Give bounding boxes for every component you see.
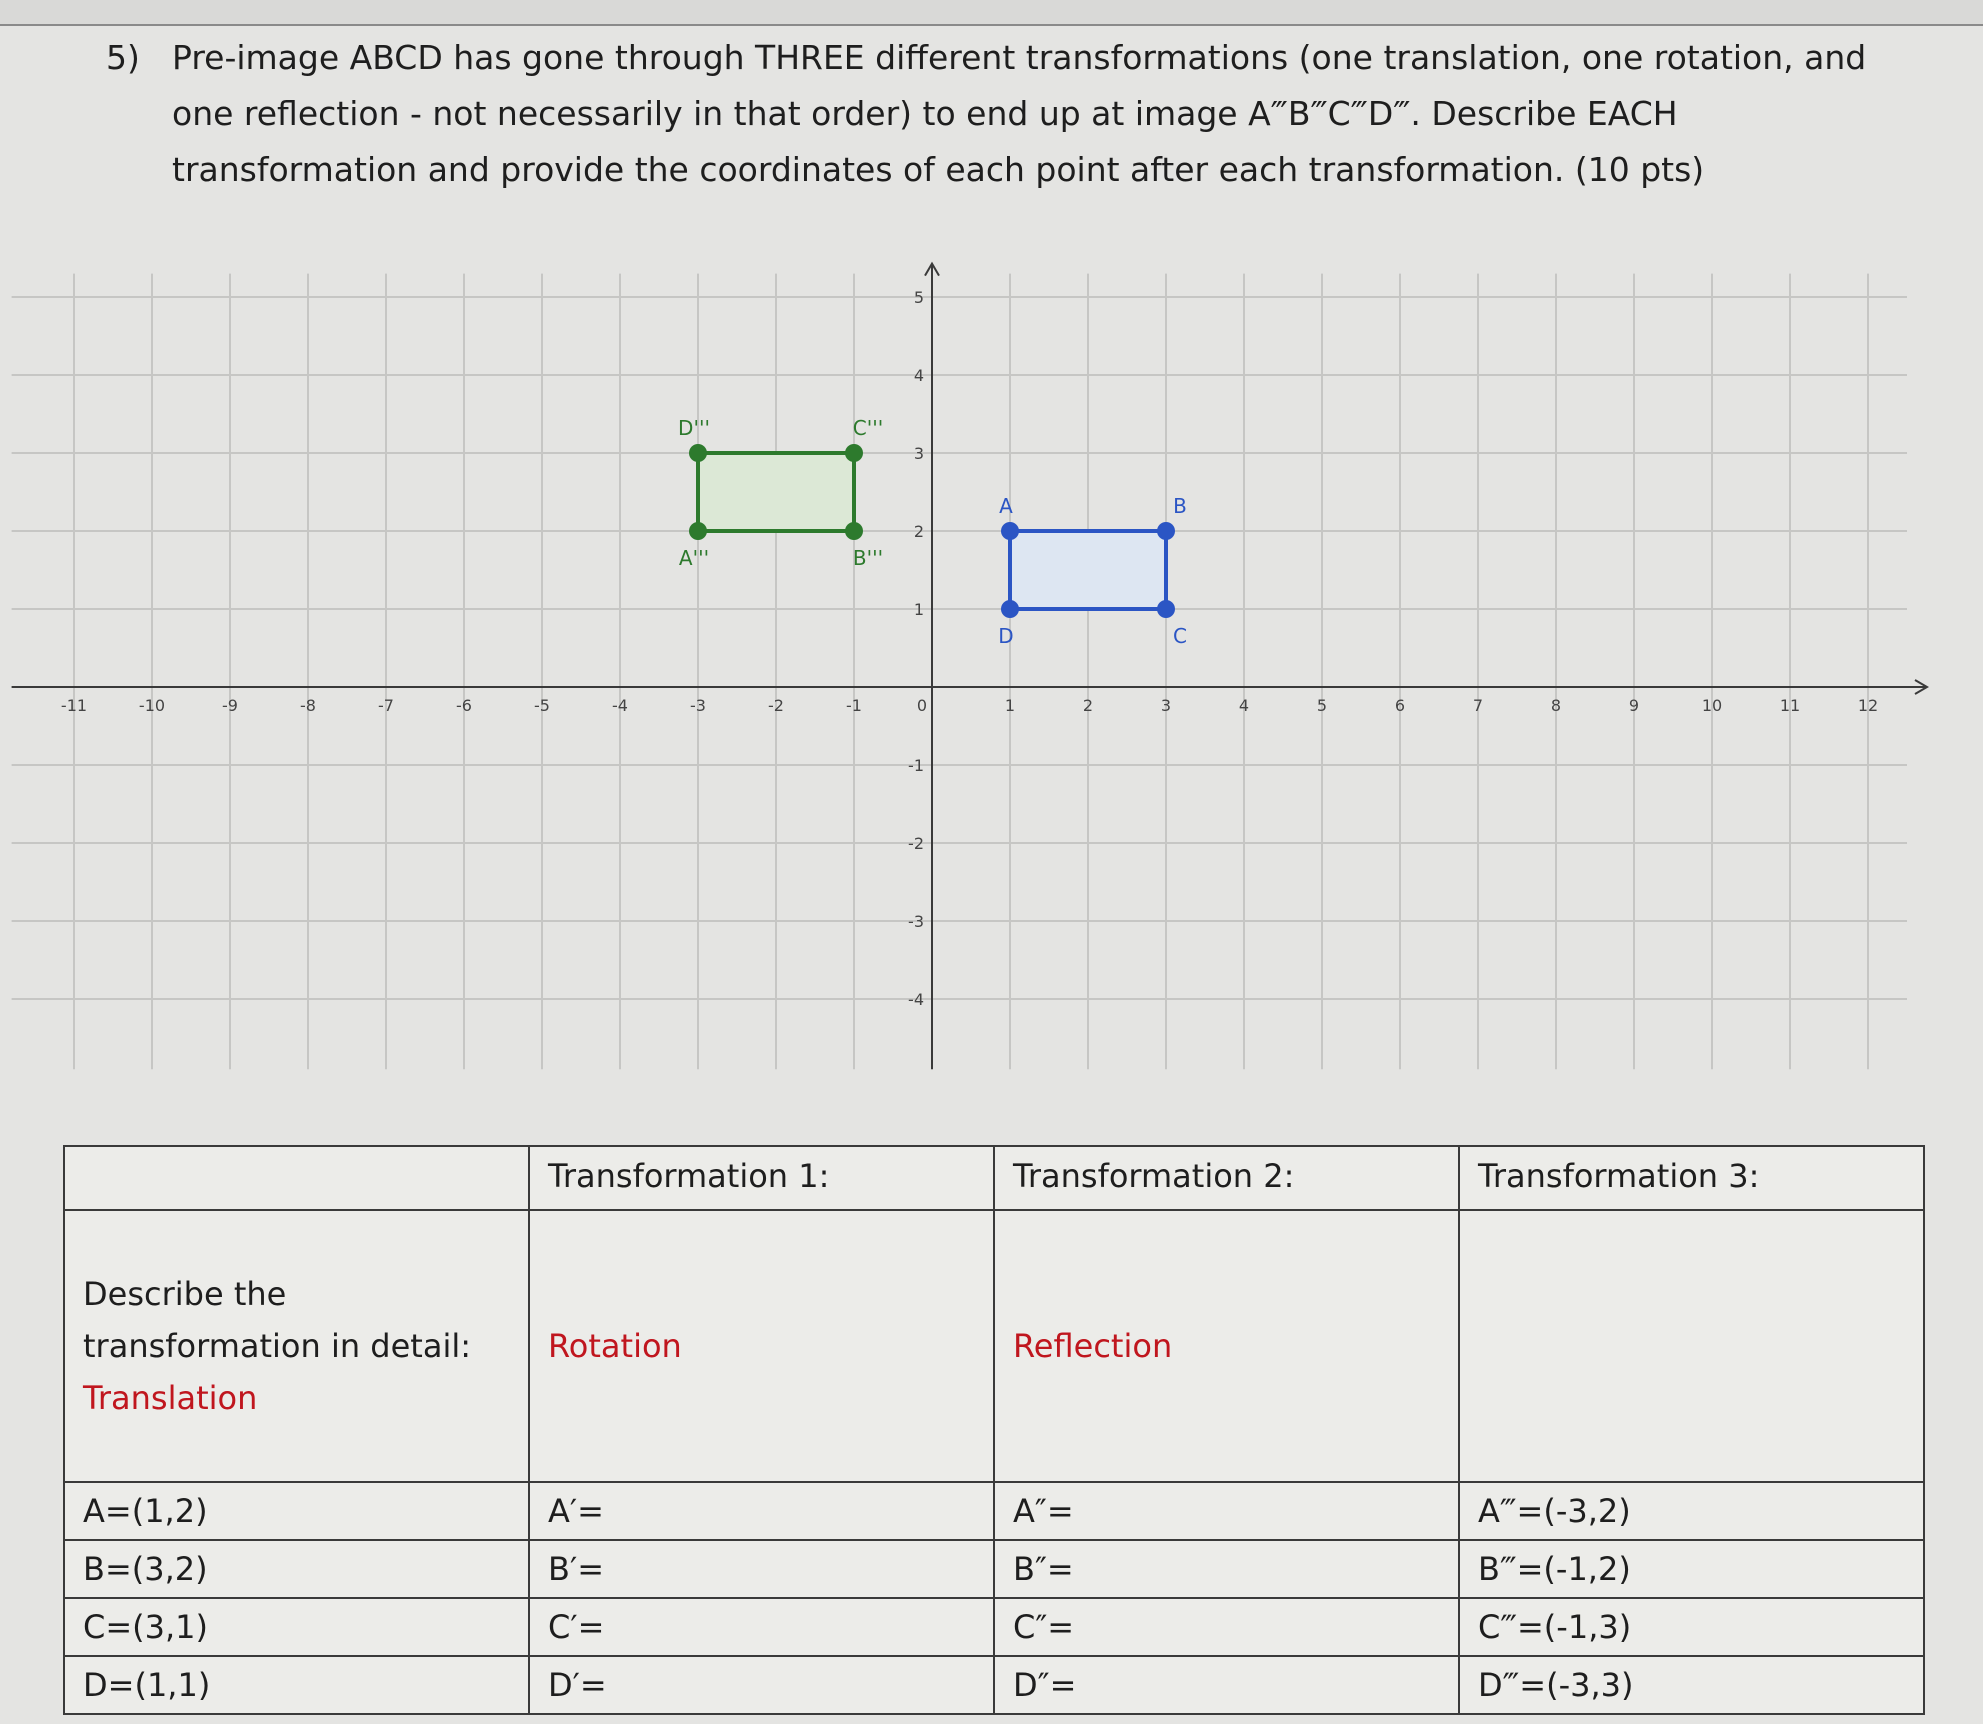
description-row [64, 1210, 1924, 1482]
y-tick-label: 1 [913, 600, 924, 619]
x-tick-label: -7 [378, 696, 394, 715]
transformation-table [63, 1145, 1925, 1715]
table-row [64, 1482, 1924, 1540]
x-tick-label: 10 [1701, 696, 1723, 715]
x-tick-label: 4 [1238, 696, 1250, 715]
image-label: D''' [678, 416, 710, 440]
cell-preimage-d: D=(1,1) [64, 1656, 529, 1714]
x-tick-label: 5 [1316, 696, 1328, 715]
y-tick-label: 2 [913, 522, 924, 541]
image-vertex [689, 444, 707, 462]
x-tick-label: 3 [1160, 696, 1172, 715]
table-row [64, 1598, 1924, 1656]
cell-t2-c[interactable]: C″= [994, 1598, 1459, 1656]
cell-t2-a[interactable]: A″= [994, 1482, 1459, 1540]
header-row [64, 1146, 1924, 1210]
y-tick-label: -4 [908, 990, 924, 1009]
cell-t1-a[interactable]: A′= [529, 1482, 994, 1540]
preimage-label: D [998, 624, 1014, 648]
x-tick-label: -10 [138, 696, 166, 715]
x-tick-label: 7 [1472, 696, 1484, 715]
y-tick-label: -3 [908, 912, 924, 931]
x-tick-label: 2 [1082, 696, 1094, 715]
image-vertex [845, 444, 863, 462]
description-2[interactable]: Rotation [529, 1210, 994, 1482]
grid-lines [12, 274, 1907, 1070]
preimage-label: A [999, 494, 1013, 518]
describe-label: Describe the transformation in detail: [83, 1275, 472, 1365]
x-tick-label: 9 [1628, 696, 1640, 715]
cell-t2-d[interactable]: D″= [994, 1656, 1459, 1714]
preimage-polygon [1010, 531, 1166, 609]
cell-t3-a[interactable]: A‴=(-3,2) [1459, 1482, 1924, 1540]
x-tick-label: 11 [1779, 696, 1801, 715]
y-tick-label: -2 [908, 834, 924, 853]
question-number: 5) [106, 38, 140, 77]
x-tick-label: 8 [1550, 696, 1562, 715]
x-tick-label: -11 [60, 696, 88, 715]
x-tick-label: -3 [690, 696, 706, 715]
x-tick-label: 6 [1394, 696, 1406, 715]
y-tick-label: 3 [913, 444, 924, 463]
x-tick-label: -5 [534, 696, 550, 715]
coordinate-graph [0, 240, 1983, 1080]
image-vertex [845, 522, 863, 540]
description-3[interactable]: Reflection [994, 1210, 1459, 1482]
cell-t1-d[interactable]: D′= [529, 1656, 994, 1714]
image-polygon [698, 453, 854, 531]
describe-cell[interactable] [64, 1210, 529, 1482]
cell-t2-b[interactable]: B″= [994, 1540, 1459, 1598]
header-transformation-2: Transformation 2: [994, 1146, 1459, 1210]
cell-t1-b[interactable]: B′= [529, 1540, 994, 1598]
x-tick-label: 12 [1857, 696, 1879, 715]
axes [12, 264, 1927, 1070]
cell-preimage-c: C=(3,1) [64, 1598, 529, 1656]
x-tick-label: -2 [768, 696, 784, 715]
cell-t3-d[interactable]: D‴=(-3,3) [1459, 1656, 1924, 1714]
preimage-vertex [1001, 600, 1019, 618]
preimage-vertex [1001, 522, 1019, 540]
cell-t3-b[interactable]: B‴=(-1,2) [1459, 1540, 1924, 1598]
cell-t1-c[interactable]: C′= [529, 1598, 994, 1656]
image-vertex [689, 522, 707, 540]
table-row [64, 1540, 1924, 1598]
preimage-label: C [1173, 624, 1187, 648]
description-1: Translation [83, 1379, 258, 1417]
y-tick-label: -1 [908, 756, 924, 775]
table-row [64, 1656, 1924, 1714]
header-transformation-3: Transformation 3: [1459, 1146, 1924, 1210]
ruler-strip [0, 0, 1983, 26]
x-tick-label: 1 [1004, 696, 1016, 715]
x-tick-label: -8 [300, 696, 316, 715]
y-tick-label: 5 [913, 288, 924, 307]
cell-preimage-b: B=(3,2) [64, 1540, 529, 1598]
x-tick-label: 0 [916, 696, 928, 715]
y-tick-label: 4 [913, 366, 924, 385]
x-tick-label: -9 [222, 696, 238, 715]
image-label: B''' [852, 546, 884, 570]
header-cell-0 [64, 1146, 529, 1210]
x-tick-label: -6 [456, 696, 472, 715]
image-label: C''' [852, 416, 884, 440]
question-text: Pre-image ABCD has gone through THREE different transformations (one translation, one rotation, and one reflection - not necessarily in that order) to end up at image A‴B‴C‴D‴. Describe EACH transformation and provide the coordinates of each point after each transformation. (10 pts) [172, 38, 1867, 189]
x-tick-label: -1 [846, 696, 862, 715]
tick-labels [61, 288, 1878, 1009]
preimage-vertex [1157, 600, 1175, 618]
question [100, 30, 1920, 198]
preimage-vertex [1157, 522, 1175, 540]
cell-t3-c[interactable]: C‴=(-1,3) [1459, 1598, 1924, 1656]
cell-preimage-a: A=(1,2) [64, 1482, 529, 1540]
header-transformation-1: Transformation 1: [529, 1146, 994, 1210]
description-4[interactable] [1459, 1210, 1924, 1482]
preimage-label: B [1173, 494, 1187, 518]
x-tick-label: -4 [612, 696, 628, 715]
image-label: A''' [678, 546, 710, 570]
